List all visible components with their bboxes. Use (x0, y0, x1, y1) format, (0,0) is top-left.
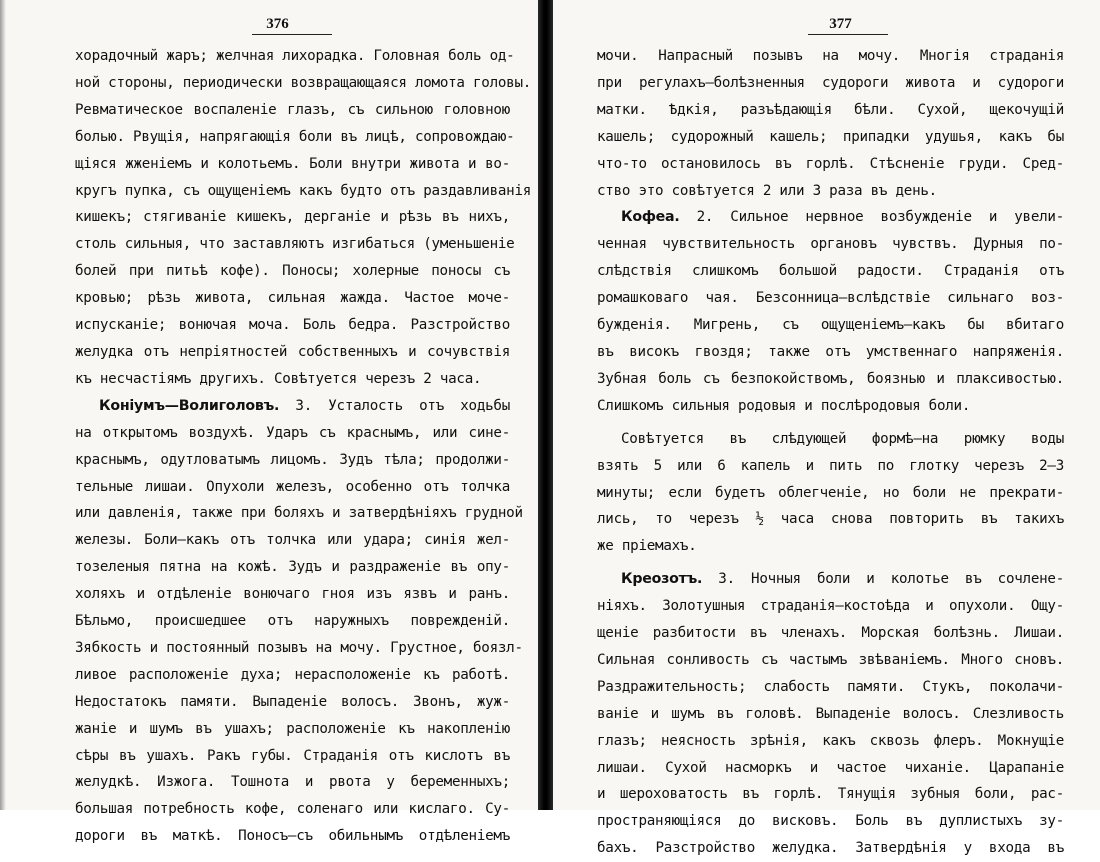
text-line (597, 593, 1064, 620)
line-text: ливое расположеніе духа; нерасположеніе къ работѣ. (75, 666, 510, 683)
line-text: Зубная боль съ безпокойствомъ, боязнью и плаксивостью. (597, 370, 1064, 387)
line-text: Недостатокъ памяти. Выпаденіе волосъ. Звонъ, жуж- (75, 693, 510, 710)
text-line (597, 808, 1064, 835)
text-line (597, 393, 1064, 420)
line-text: бужденія. Мигрень, съ ощущеніемъ—какъ бы вбитаго (597, 317, 1064, 334)
right-page-text (597, 43, 1064, 862)
line-text: взять 5 или 6 капель и пить по глотку черезъ 2—3 (597, 457, 1064, 474)
text-line (597, 701, 1064, 728)
text-line (75, 608, 510, 635)
line-text: 3. Усталость отъ ходьбы (279, 397, 510, 414)
text-line (75, 447, 510, 474)
line-text: или давленія, также при боляхъ и затвердѣніяхъ грудной (75, 505, 523, 522)
line-text: тозеленыя пятна на кожѣ. Зудъ и раздраженіе въ опу- (75, 559, 510, 576)
text-line (75, 581, 510, 608)
line-text: ніяхъ. Золотушныя страданія—костоѣда и опухоли. Ощу- (597, 598, 1064, 615)
text-line (75, 151, 510, 178)
line-text: къ несчастіямъ другихъ. Совѣтуется черезъ 2 часа. (75, 370, 482, 387)
line-text: 3. Ночныя боли и колотье въ сочлене- (702, 571, 1064, 588)
line-text: хорадочный жаръ; желчная лихорадка. Головная боль од- (75, 48, 515, 64)
text-line (75, 393, 510, 420)
line-text: краснымъ, одутловатымъ лицомъ. Зудъ тѣла; продолжи- (75, 451, 510, 468)
line-text: бахъ. Разстройство желудка. Затвердѣнія у входа въ (597, 840, 1064, 857)
text-line (75, 339, 510, 366)
header-rule-left (252, 34, 332, 35)
line-text: ство это совѣтуется 2 или 3 раза въ день. (597, 182, 937, 199)
text-line (75, 554, 510, 581)
remedy-heading: Коніумъ—Волиголовъ. (99, 397, 280, 414)
line-text: на открытомъ воздухѣ. Ударъ съ краснымъ, или сине- (75, 424, 510, 441)
text-line (597, 258, 1064, 285)
line-text: кругъ пупка, съ ощущеніемъ какъ будто отъ раздавливанія (75, 182, 532, 199)
line-text: жаніе и шумъ въ ушахъ; расположеніе къ накопленію (75, 720, 510, 737)
text-line (75, 796, 510, 823)
text-line (75, 204, 510, 231)
line-text: же пріемахъ. (597, 538, 697, 555)
line-text: минуты; если будетъ облегченіе, но боли не прекрати- (597, 484, 1064, 501)
page-edge-shadow (0, 0, 6, 810)
line-text: Сильная сонливость съ частымъ звѣваніемъ. Много сновъ. (597, 651, 1064, 668)
left-page-text (75, 43, 532, 850)
text-line (597, 728, 1064, 755)
left-page (0, 0, 538, 845)
text-line (597, 426, 1064, 453)
line-text: Бѣльмо, происшедшее отъ наружныхъ поврежденій. (75, 613, 510, 630)
text-line (597, 781, 1064, 808)
text-line (75, 743, 510, 770)
text-line (597, 566, 1064, 593)
line-text: сѣры въ ушахъ. Ракъ губы. Страданія отъ кислотъ въ (75, 747, 510, 764)
line-text: болей при питьѣ кофе). Поносы; холерные поносы съ (75, 263, 510, 280)
line-text: 2. Сильное нервное возбужденіе и увели- (679, 209, 1064, 226)
text-line (75, 231, 515, 258)
text-line (75, 635, 523, 662)
line-text: Слишкомъ сильныя родовыя и послѣродовыя боли. (597, 397, 971, 414)
text-line (597, 453, 1064, 480)
line-text: ченная чувствительность органовъ чувствъ. Дурныя по- (597, 236, 1064, 253)
line-text: кишекъ; стягиваніе кишекъ, дерганіе и рѣзь въ нихъ, (75, 209, 510, 226)
text-line (597, 124, 1064, 151)
line-text: Ревматическое воспаленіе глазъ, съ сильною головною (75, 101, 510, 118)
text-line (75, 689, 510, 716)
text-line (75, 43, 515, 70)
text-line (597, 312, 1064, 339)
text-line (75, 258, 510, 285)
line-text: пространяющіяся до висковъ. Боль въ дуплистыхъ зу- (597, 813, 1064, 830)
text-line (75, 366, 510, 393)
text-line (75, 527, 510, 554)
text-line (597, 674, 1064, 701)
line-text: Раздражительность; слабость памяти. Стукъ, поколачи- (597, 678, 1064, 695)
text-line (597, 97, 1064, 124)
text-line (75, 312, 510, 339)
text-line (75, 178, 532, 205)
text-line (75, 420, 510, 447)
text-line (597, 506, 1064, 533)
line-text: большая потребность кофе, соленаго или кислаго. Су- (75, 801, 510, 818)
line-text: въ високъ гвоздя; также отъ умственнаго напряженія. (597, 343, 1064, 360)
text-line (597, 285, 1064, 312)
text-line (597, 231, 1064, 258)
text-line (597, 620, 1064, 647)
line-text: ромашковаго чая. Безсонница—вслѣдствіе сильнаго воз- (597, 290, 1064, 307)
text-line (597, 178, 1064, 205)
line-text: Зябкость и постоянный позывъ на мочу. Грустное, боязл- (75, 639, 523, 656)
line-text: Совѣтуется въ слѣдующей формѣ—на рюмку воды (621, 430, 1064, 447)
text-line (75, 823, 510, 850)
line-text: ной стороны, периодически возвращающаяся ломота головы. (75, 74, 532, 91)
line-text: матки. Ѣдкія, разъѣдающія бѣли. Сухой, щекочущій (597, 101, 1064, 118)
text-line (597, 70, 1064, 97)
text-line (75, 70, 532, 97)
text-line (597, 755, 1064, 782)
book-gutter (538, 0, 553, 810)
line-text: при регулахъ—болѣзненныя судороги живота и судороги (597, 74, 1064, 91)
line-text: тельные лишаи. Опухоли железъ, особенно отъ толчка (75, 478, 510, 495)
line-text: лись, то черезъ ½ часа снова повторить въ такихъ (597, 511, 1064, 528)
line-text: слѣдствія слишкомъ большой радости. Страданія отъ (597, 263, 1064, 280)
page-number-right: 377 (829, 16, 852, 32)
line-text: желудка отъ непріятностей собственныхъ и сочувствія (75, 343, 510, 360)
remedy-heading: Кофеа. (621, 209, 680, 226)
text-line (597, 366, 1064, 393)
text-line (597, 204, 1064, 231)
text-line (597, 835, 1064, 862)
line-text: щіяся жженіемъ и колотьемъ. Боли внутри живота и во- (75, 155, 510, 172)
remedy-heading: Креозотъ. (621, 571, 703, 588)
line-text: болью. Рвущія, напрягающія боли въ лицѣ, сопровождаю- (75, 128, 515, 145)
text-line (75, 500, 523, 527)
line-text: желудкѣ. Изжога. Тошнота и рвота у беременныхъ; (75, 774, 510, 791)
text-line (75, 716, 510, 743)
text-line (75, 124, 515, 151)
line-text: столь сильныя, что заставляютъ изгибаться (уменьшеніе (75, 236, 515, 253)
line-text: кровью; рѣзь живота, сильная жажда. Частое моче- (75, 290, 510, 307)
right-page (553, 0, 1100, 857)
line-text: испусканіе; вонючая моча. Боль бедра. Разстройство (75, 317, 510, 334)
text-line (597, 151, 1064, 178)
line-text: дороги въ маткѣ. Поносъ—съ обильнымъ отдѣленіемъ (75, 828, 510, 845)
line-text: и шероховатость въ горлѣ. Тянущія зубныя боли, рас- (597, 786, 1064, 803)
text-line (75, 97, 510, 124)
text-line (597, 647, 1064, 674)
line-text: кашель; судорожный кашель; припадки удушья, какъ бы (597, 128, 1064, 145)
line-text: глазъ; неясность зрѣнія, какъ сквозь флеръ. Мокнущіе (597, 732, 1064, 749)
line-text: мочи. Напрасный позывъ на мочу. Многія страданія (597, 48, 1064, 64)
text-line (597, 533, 1064, 560)
line-text: ваніе и шумъ въ головѣ. Выпаденіе волосъ. Слезливость (597, 705, 1064, 722)
text-line (75, 769, 510, 796)
line-text: что-то остановилось въ горлѣ. Стѣсненіе груди. Сред- (597, 155, 1064, 172)
line-text: железы. Боли—какъ отъ толчка или удара; синія жел- (75, 532, 510, 549)
text-line (75, 662, 510, 689)
line-text: щеніе разбитости въ членахъ. Морская болѣзнь. Лишаи. (597, 625, 1064, 642)
line-text: лишаи. Сухой насморкъ и частое чиханіе. Царапаніе (597, 759, 1064, 776)
header-rule-right (808, 34, 888, 35)
line-text: холяхъ и отдѣленіе вонючаго гноя изъ язвъ и ранъ. (75, 586, 510, 603)
text-line (597, 43, 1064, 70)
text-line (75, 285, 510, 312)
text-line (597, 480, 1064, 507)
text-line (597, 339, 1064, 366)
text-line (75, 474, 510, 501)
page-number-left: 376 (266, 16, 289, 32)
